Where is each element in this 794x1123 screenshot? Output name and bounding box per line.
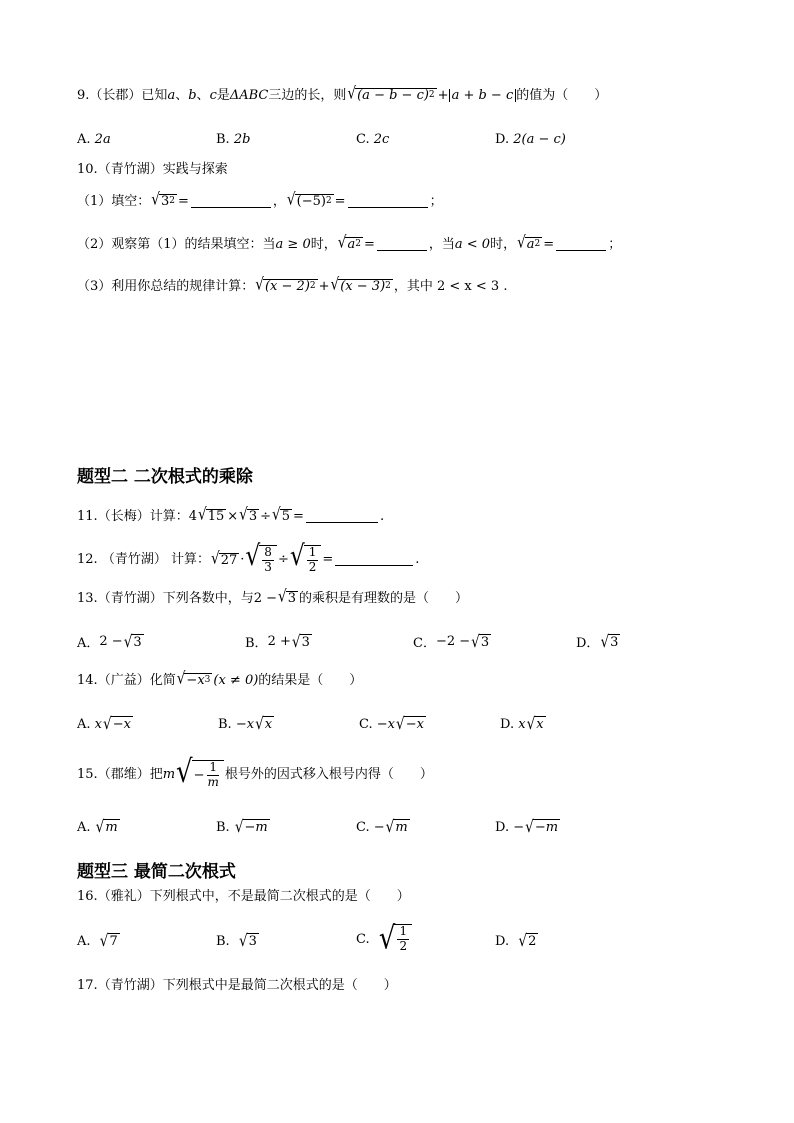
times-sign: × <box>227 508 239 524</box>
radicand: −m <box>244 820 268 835</box>
q16-option-c[interactable] <box>356 921 413 957</box>
radicand: (x − 3) <box>340 279 386 294</box>
question-text: ，当 <box>428 236 455 252</box>
question-number: 13. <box>77 590 98 606</box>
radical-expression: √ 3 <box>291 631 310 652</box>
option-expr: −x <box>235 716 255 732</box>
question-text: 下列各数中，与 <box>162 590 254 606</box>
radical-fraction: √ $\frac{1}{2}$ <box>379 924 412 954</box>
radical-fraction: √ $\frac{8}{3}$ <box>245 545 277 575</box>
section-heading-3: 题型三 最简二次根式 <box>77 862 236 882</box>
question-source: （郡维） <box>97 767 150 783</box>
radical-expression: √ 5 <box>272 505 291 525</box>
division-sign: ÷ <box>277 552 289 568</box>
radical-fraction: √ $\frac{1}{2}$ <box>290 545 322 575</box>
answer-blank[interactable] <box>348 195 428 208</box>
radical-expression: √ 3 <box>238 931 257 951</box>
variable-m: m <box>162 767 176 783</box>
radicand: 3 <box>287 591 296 606</box>
exponent: 2 <box>169 196 175 206</box>
radicand: −x <box>112 717 131 732</box>
coefficient: 4 <box>188 508 197 524</box>
radicand: 5 <box>281 509 291 524</box>
question-source: （广益） <box>97 672 150 688</box>
denominator: 2 <box>308 559 317 574</box>
radicand: 7 <box>109 934 118 949</box>
option-label: A. <box>77 819 91 835</box>
exponent: 2 <box>309 281 316 291</box>
equals-sign: = <box>334 193 346 209</box>
q16-option-a[interactable] <box>77 933 121 949</box>
radical-expression: √ m <box>385 817 408 837</box>
question-text: 时， <box>310 236 337 252</box>
radicand: 3 <box>160 194 170 209</box>
option-expr: 2b <box>233 132 251 147</box>
question-number: 14. <box>77 672 98 688</box>
question-source: （青竹湖） <box>97 162 163 177</box>
punctuation: ， <box>272 193 286 209</box>
q14-option-b[interactable] <box>218 716 275 732</box>
radicand: (−5) <box>296 194 326 209</box>
question-number: 15. <box>77 767 98 783</box>
q13-option-d[interactable] <box>576 632 621 651</box>
radical-expression: √ 3 <box>600 631 619 652</box>
option-label: A. <box>77 716 91 732</box>
equals-sign: = <box>178 193 189 209</box>
option-label: B. <box>216 933 230 949</box>
radical-expression: √ 3 <box>278 587 296 607</box>
radicand: 3 <box>610 634 619 650</box>
question-14 <box>77 669 363 689</box>
q16-option-b[interactable] <box>216 933 260 949</box>
question-source: （长郡） <box>89 87 142 103</box>
radical-expression: √ 3 2 <box>151 190 175 210</box>
question-number: 17. <box>77 978 98 993</box>
radicand: 3 <box>248 509 258 524</box>
question-text: 根号外的因式移入根号内得（ ） <box>224 767 433 783</box>
option-expr: − <box>513 819 525 835</box>
question-13 <box>77 587 469 607</box>
question-text: 的结果是（ ） <box>258 672 363 688</box>
exponent: 2 <box>355 239 361 249</box>
option-label: D. <box>495 132 510 147</box>
equals-sign: = <box>293 508 304 524</box>
condition: (x ≠ 0) <box>213 672 259 688</box>
question-12 <box>77 538 420 575</box>
question-text: 下列根式中是最简二次根式的是（ ） <box>162 978 397 993</box>
question-number: 9. <box>77 87 90 103</box>
exponent: 2 <box>428 90 435 100</box>
radical-expression: √ 7 <box>99 931 118 951</box>
radical-expression: √ −m <box>234 817 268 837</box>
radical-expression: √ x <box>526 714 544 734</box>
option-label: C. <box>356 819 370 835</box>
radical-fraction: √ − $\frac{1}{m}$ <box>176 760 224 790</box>
option-label: D. <box>495 819 510 835</box>
condition: a < 0 <box>454 236 491 252</box>
option-expr: − <box>373 819 385 835</box>
option-expr: −x <box>376 716 395 732</box>
question-11 <box>77 505 385 525</box>
q13-option-c[interactable] <box>413 632 492 651</box>
separator: 、 <box>196 87 210 103</box>
plus-sign: + <box>437 87 449 103</box>
question-number: 10. <box>77 162 98 177</box>
radicand: 3 <box>301 634 310 650</box>
q13-option-a[interactable] <box>77 632 145 651</box>
question-number: 16. <box>77 889 98 904</box>
question-9 <box>77 84 608 104</box>
option-label: B． <box>245 636 268 651</box>
question-text: 的乘积是有理数的是（ ） <box>299 590 469 606</box>
answer-blank[interactable] <box>377 238 427 251</box>
q15-option-b[interactable] <box>216 819 271 835</box>
punctuation: . <box>415 552 420 568</box>
q14-option-d[interactable] <box>500 716 547 732</box>
option-label: A． <box>77 636 100 651</box>
q14-option-c[interactable] <box>359 716 427 732</box>
radical-expression: √ 15 <box>198 505 225 525</box>
radical-expression: √ −x <box>103 714 131 734</box>
denominator: 3 <box>264 559 272 574</box>
question-15 <box>77 754 433 791</box>
absolute-value-expression: a + b − c <box>449 89 517 102</box>
question-source: （青竹湖） <box>97 978 163 993</box>
radical-expression: √ (x − 2) 2 <box>255 275 316 295</box>
option-expr: 2 − <box>99 634 123 649</box>
minus-sign: − <box>193 767 205 783</box>
option-label: D． <box>576 636 600 651</box>
radicand: 27 <box>220 552 238 568</box>
radical-expression: √ 3 <box>239 505 258 525</box>
division-sign: ÷ <box>260 508 272 524</box>
radical-expression: √ (x − 3) 2 <box>330 275 391 295</box>
answer-blank[interactable] <box>306 510 378 523</box>
question-number: 11. <box>77 508 98 524</box>
exponent: 2 <box>325 196 332 206</box>
punctuation: ； <box>608 236 622 252</box>
option-expr: 2a <box>94 132 111 147</box>
question-16 <box>77 890 410 903</box>
q15-option-d[interactable] <box>495 819 561 835</box>
question-text: 化简 <box>149 672 176 688</box>
radicand: −x <box>186 673 205 688</box>
q9-option-d[interactable] <box>495 132 566 147</box>
option-label: A. <box>77 132 91 147</box>
equals-sign: = <box>543 236 555 252</box>
option-expr: x <box>518 716 526 732</box>
numerator: 1 <box>209 760 218 774</box>
option-expr: −2 − <box>435 634 471 649</box>
question-source: （青竹湖） <box>101 552 167 568</box>
section-heading-2: 题型二 二次根式的乘除 <box>77 467 253 487</box>
question-text: 已知 <box>141 87 168 103</box>
radicand: a <box>347 237 356 252</box>
q15-option-a[interactable] <box>77 819 121 835</box>
option-label: B. <box>216 132 230 147</box>
exponent: 3 <box>204 675 211 685</box>
radical-expression: √ 27 <box>211 548 238 569</box>
dot-operator: · <box>240 552 245 568</box>
radicand: a <box>526 237 535 252</box>
q10-part-3 <box>77 275 508 295</box>
question-text: 计算： <box>149 508 189 524</box>
radical-expression: √ (−5) 2 <box>286 190 332 210</box>
punctuation: . <box>379 508 385 524</box>
radicand: m <box>395 820 408 835</box>
question-number: 12. <box>77 552 98 568</box>
separator: 、 <box>175 87 189 103</box>
plus-sign: + <box>318 278 330 294</box>
q15-option-c[interactable] <box>356 819 411 835</box>
option-expr: 2 + <box>267 634 291 649</box>
exponent: 2 <box>385 281 391 291</box>
option-label: D. <box>500 716 515 732</box>
expression: 2 − <box>253 590 278 606</box>
q10-part-1 <box>77 190 443 210</box>
question-text: 时， <box>490 236 517 252</box>
option-label: B. <box>216 819 230 835</box>
q16-option-d[interactable] <box>495 933 539 949</box>
q9-option-a[interactable] <box>77 132 111 147</box>
radicand: −x <box>405 717 424 732</box>
part-label: （2）观察第（1）的结果填空：当 <box>77 236 276 252</box>
option-label: C. <box>359 716 373 732</box>
variable-c: c <box>209 87 217 103</box>
equals-sign: = <box>322 552 334 568</box>
radicand: 3 <box>248 934 257 949</box>
radical-expression: √ −x <box>396 714 424 734</box>
question-source: （长梅） <box>97 508 150 524</box>
option-label: A. <box>77 933 91 949</box>
exponent: 2 <box>534 239 541 249</box>
radicand: (x − 2) <box>264 279 310 294</box>
radicand: x <box>264 717 273 732</box>
answer-blank[interactable] <box>556 238 606 251</box>
option-label: D. <box>495 933 510 949</box>
question-10 <box>77 163 228 176</box>
question-text: 计算： <box>170 552 210 568</box>
option-label: C. <box>356 931 370 947</box>
radical-expression: √ 2 <box>518 931 537 951</box>
radicand: (a − b − c) <box>357 88 429 103</box>
question-text: 下列根式中，不是最简二次根式的是（ ） <box>149 889 410 904</box>
radicand: 2 <box>528 934 537 949</box>
question-text: 把 <box>149 767 163 783</box>
question-text: 是 <box>216 87 230 103</box>
radicand: 15 <box>207 509 225 524</box>
radicand: −m <box>534 820 559 835</box>
option-expr: x <box>94 716 103 732</box>
radical-expression: √ −x 3 <box>176 669 211 689</box>
radicand: x <box>536 717 544 732</box>
equals-sign: = <box>363 236 375 252</box>
part-label: （3）利用你总结的规律计算： <box>77 278 255 294</box>
radical-expression: √ 3 <box>123 631 142 652</box>
option-expr: 2c <box>373 132 390 147</box>
question-text: 三边的长，则 <box>268 87 347 103</box>
answer-blank[interactable] <box>191 195 271 208</box>
question-17 <box>77 979 397 992</box>
radical-expression: √ m <box>95 817 118 837</box>
radicand: m <box>105 820 118 835</box>
radical-expression: √ x <box>255 714 273 734</box>
denominator: 2 <box>399 939 408 953</box>
q14-option-a[interactable] <box>77 716 134 732</box>
question-source: （雅礼） <box>97 889 150 904</box>
question-text: ，其中 2 < x < 3 . <box>393 278 508 294</box>
radicand: 3 <box>133 634 142 650</box>
variable-a: a <box>167 87 176 103</box>
q9-option-b[interactable] <box>216 132 250 147</box>
answer-blank[interactable] <box>335 553 413 566</box>
radical-expression: √ a 2 <box>337 233 361 253</box>
option-expr: 2(a − c) <box>513 132 566 147</box>
variable-b: b <box>188 87 197 103</box>
radical-expression: √ 3 <box>471 631 490 652</box>
q9-option-c[interactable] <box>356 132 389 147</box>
radical-expression: √ (a − b − c) 2 <box>347 84 435 104</box>
question-source: （青竹湖） <box>97 590 163 606</box>
q10-part-2 <box>77 233 622 253</box>
question-text: 的值为（ ） <box>516 87 608 103</box>
radical-expression: √ −m <box>525 817 559 837</box>
punctuation: ； <box>429 193 443 209</box>
part-label: （1）填空： <box>77 193 151 209</box>
option-label: C． <box>413 636 436 651</box>
denominator: m <box>207 774 219 789</box>
numerator: 8 <box>264 545 272 559</box>
numerator: 1 <box>308 545 317 559</box>
radical-expression: √ a 2 <box>517 233 541 253</box>
option-label: B. <box>218 716 232 732</box>
triangle-label: ΔABC <box>229 87 269 103</box>
radicand: 3 <box>480 634 490 650</box>
condition: a ≥ 0 <box>275 236 311 252</box>
option-label: C. <box>356 132 370 147</box>
numerator: 1 <box>399 924 408 939</box>
q13-option-b[interactable] <box>245 632 313 651</box>
question-text: 实践与探索 <box>162 162 228 177</box>
